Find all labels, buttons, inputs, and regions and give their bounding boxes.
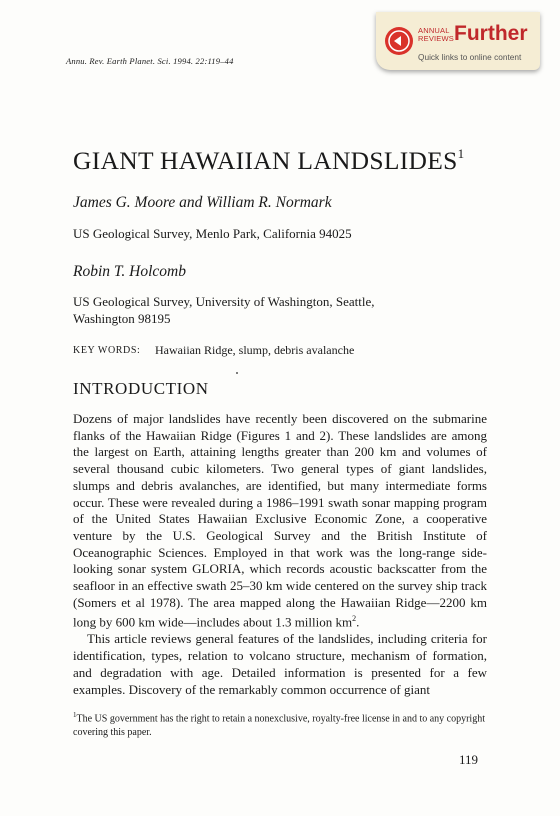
page-number: 119 [459, 752, 479, 767]
banner-reviews-text: REVIEWS [418, 34, 454, 43]
stray-mark [236, 372, 238, 374]
banner-further-title: Further [454, 22, 528, 45]
superscript-2: 2 [352, 614, 357, 624]
footnote [73, 708, 487, 740]
authors-group-1: James G. Moore and William R. Normark [73, 194, 332, 211]
affiliation-2-line2: Washington 98195 [73, 311, 171, 326]
banner-annual-text: ANNUAL [418, 26, 450, 35]
section-heading: INTRODUCTION [73, 379, 209, 398]
journal-citation: Annu. Rev. Earth Planet. Sci. 1994. 22:119–44 [66, 56, 234, 66]
further-banner[interactable] [376, 12, 540, 70]
paragraph-2: This article reviews general features of the landslides, including criteria for identification, types, relation to volcano structure, mechanism of formation, and degradation with age. Detailed information is presented for a few examples. Discovery of the remarkably common occurrence of giant [73, 631, 487, 697]
keywords-label: KEY WORDS: [73, 345, 141, 356]
article-title: GIANT HAWAIIAN LANDSLIDES$^1$ [73, 145, 465, 175]
affiliation-1: US Geological Survey, Menlo Park, California 94025 [73, 226, 352, 241]
footnote-text: The US government has the right to retain a nonexclusive, royalty-free license in and to any copyright covering this paper. [73, 713, 485, 739]
authors-group-2: Robin T. Holcomb [73, 263, 186, 280]
footnote-mark: 1 [73, 711, 77, 719]
banner-subtitle: Quick links to online content [418, 52, 522, 62]
speaker-arrow-icon [385, 27, 413, 55]
keywords: Hawaiian Ridge, slump, debris avalanche [155, 343, 355, 357]
body-text [73, 411, 487, 698]
title-footnote-mark: 1 [457, 145, 465, 161]
affiliation-2-line1: US Geological Survey, University of Washington, Seattle, [73, 294, 375, 309]
paragraph-1: Dozens of major landslides have recently been discovered on the submarine flanks of the Hawaiian Ridge (Figures 1 and 2). These landslides are among the largest on Earth, attaining lengths greater than 200 km and volumes of several thousand cubic kilometers. Two general types of giant landslides, slumps and debris avalanches, are identified, but many intermediate forms occur. These were revealed during a 1986–1991 swath sonar mapping program of the United States Hawaiian Exclusive Economic Zone, a cooperative venture by the U.S. Geological Survey and the British Institute of Oceanographic Sciences. Employed in that work was the long-range side-looking sonar system GLORIA, which records acoustic backscatter from the seafloor in an effective swath 25–30 km wide centered on the survey ship track (Somers et al 1978). The area mapped along the Hawaiian Ridge—2200 km long by 600 km wide—includes about 1.3 million $km^2$. [73, 411, 487, 630]
